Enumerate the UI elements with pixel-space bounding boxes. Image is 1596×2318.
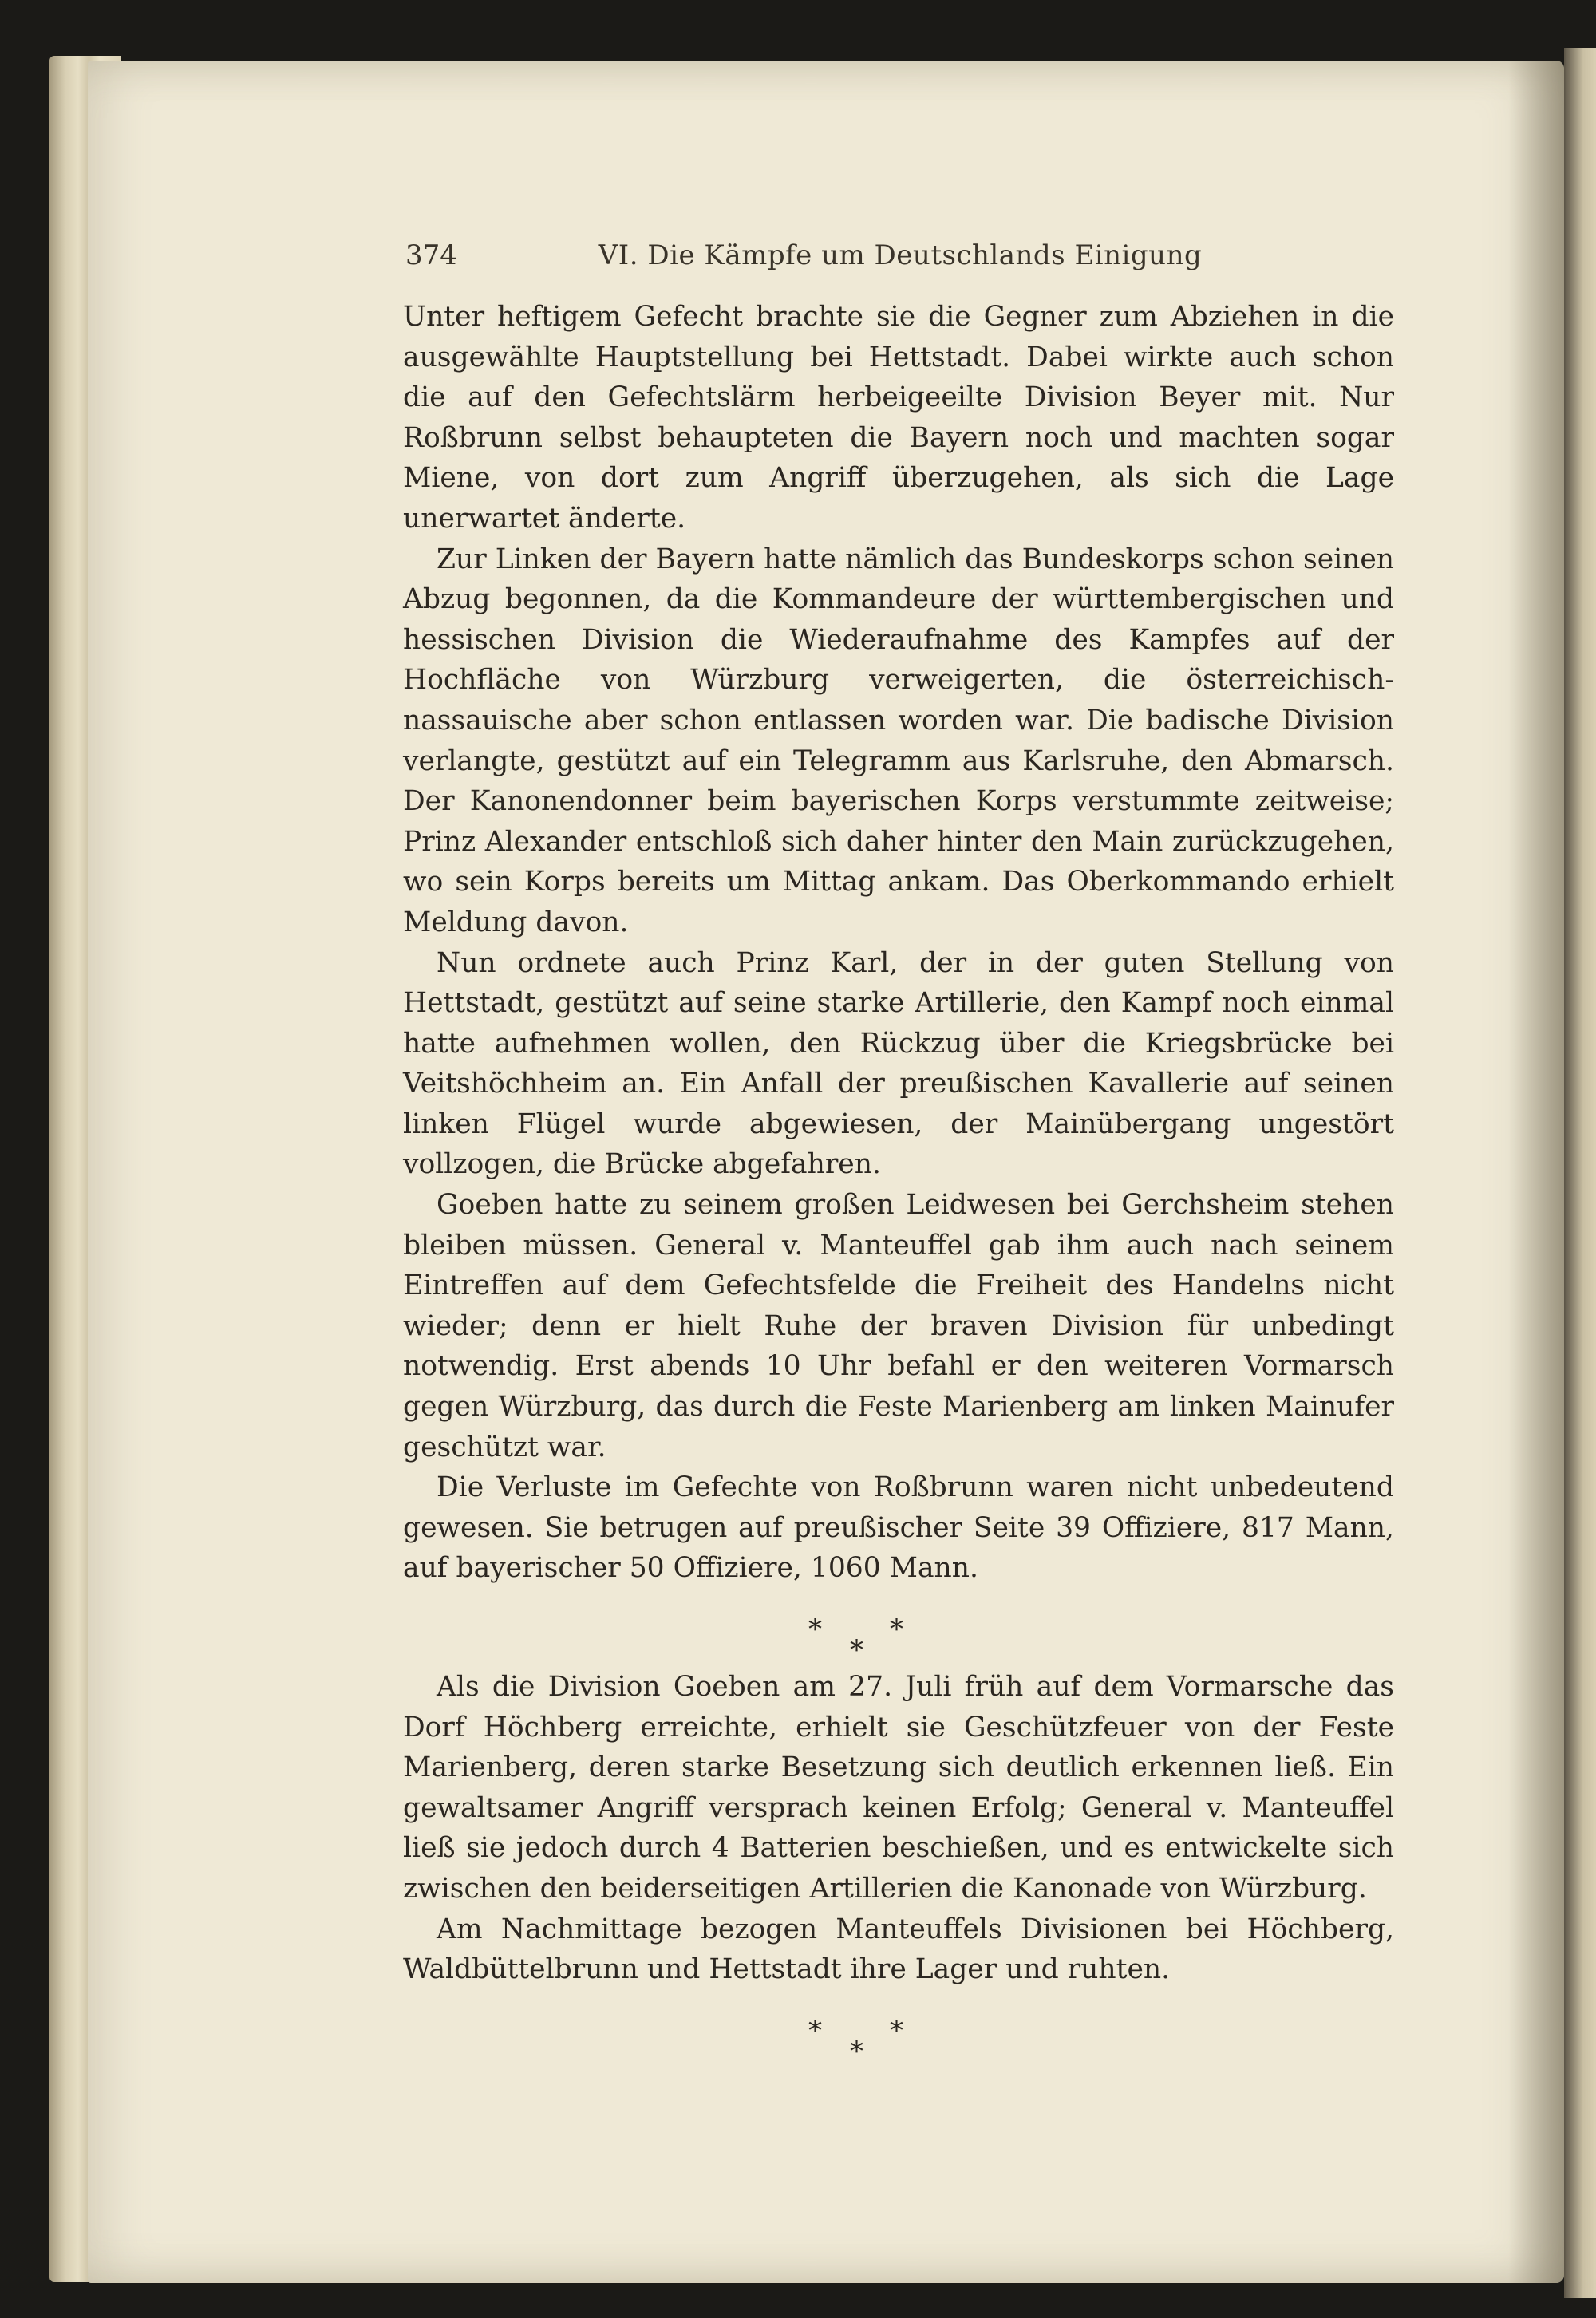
paragraph-4: Goeben hatte zu seinem großen Leidwesen bei Gerchsheim stehen bleiben müssen. General v. Manteuffel gab ihm auch nach seinem Eintreffen auf dem Gefechtsfelde die Freiheit des Handelns nicht wieder; denn er hielt Ruhe der braven Division für unbedingt notwendig. Erst abends 10 Uhr befahl er den weiteren Vormarsch gegen Würzburg, das durch die Feste Marienberg am linken Mainufer geschützt war. <box>403 1189 1394 1463</box>
separator-star: * <box>890 1613 903 1645</box>
paragraph-2: Zur Linken der Bayern hatte nämlich das Bundeskorps schon seinen Abzug begonnen, da die Kommandeure der württembergischen und hessischen Division die Wiederaufnahme des Kampfes auf der Hochfläche von Würzburg verweigerten, die österreichisch-nassauische aber schon entlassen worden war. Die badische Division verlangte, gestützt auf ein Telegramm aus Karlsruhe, den Abmarsch. Der Kanonendonner beim bayerischen Korps verstummte zeitweise; Prinz Alexander entschloß sich daher hinter den Main zurückzugehen, wo sein Korps bereits um Mittag ankam. Das Oberkommando erhielt Meldung davon. <box>403 543 1394 938</box>
section-separator-1 <box>403 1589 1394 1667</box>
separator-star: * <box>850 2035 863 2067</box>
gutter-shadow <box>1508 61 1564 2283</box>
paragraph-5: Die Verluste im Gefechte von Roßbrunn waren nicht unbedeutend gewesen. Sie betrugen auf preußischer Seite 39 Offiziere, 817 Mann, auf bayerischer 50 Offiziere, 1060 Mann. <box>403 1471 1394 1585</box>
body-text <box>403 297 1394 2068</box>
facing-page-edge <box>1564 48 1596 2298</box>
separator-star: * <box>808 2014 822 2047</box>
paragraph-7: Am Nachmittage bezogen Manteuffels Divisionen bei Höchberg, Waldbüttelbrunn und Hettstadt ihre Lager und ruhten. <box>403 1913 1394 1986</box>
separator-star: * <box>890 2014 903 2047</box>
page-number: 374 <box>405 239 457 271</box>
separator-star: * <box>808 1613 822 1645</box>
section-separator-2 <box>403 1990 1394 2068</box>
paragraph-6: Als die Division Goeben am 27. Juli früh auf dem Vormarsche das Dorf Höchberg erreichte, erhielt sie Geschützfeuer von der Feste Marienberg, deren starke Besetzung sich deutlich erkennen ließ. Ein gewaltsamer Angriff versprach keinen Erfolg; General v. Manteuffel ließ sie jedoch durch 4 Batterien beschießen, und es entwickelte sich zwischen den beiderseitigen Artillerien die Kanonade von Würzburg. <box>403 1671 1394 1905</box>
paragraph-1: Unter heftigem Gefecht brachte sie die Gegner zum Abziehen in die ausgewählte Hauptstellung bei Hettstadt. Dabei wirkte auch schon die auf den Gefechtslärm herbeigeeilte Division Beyer mit. Nur Roßbrunn selbst behaupteten die Bayern noch und machten sogar Miene, von dort zum Angriff überzugehen, als sich die Lage unerwartet änderte. <box>403 301 1394 535</box>
separator-star: * <box>850 1634 863 1666</box>
paragraph-3: Nun ordnete auch Prinz Karl, der in der guten Stellung von Hettstadt, gestützt auf seine starke Artillerie, den Kampf noch einmal hatte aufnehmen wollen, den Rückzug über die Kriegsbrücke bei Veitshöchheim an. Ein Anfall der preußischen Kavallerie auf seinen linken Flügel wurde abgewiesen, der Mainübergang ungestört vollzogen, die Brücke abgefahren. <box>403 946 1394 1181</box>
page-header <box>405 239 1395 279</box>
running-head: VI. Die Kämpfe um Deutschlands Einigung <box>598 239 1203 271</box>
